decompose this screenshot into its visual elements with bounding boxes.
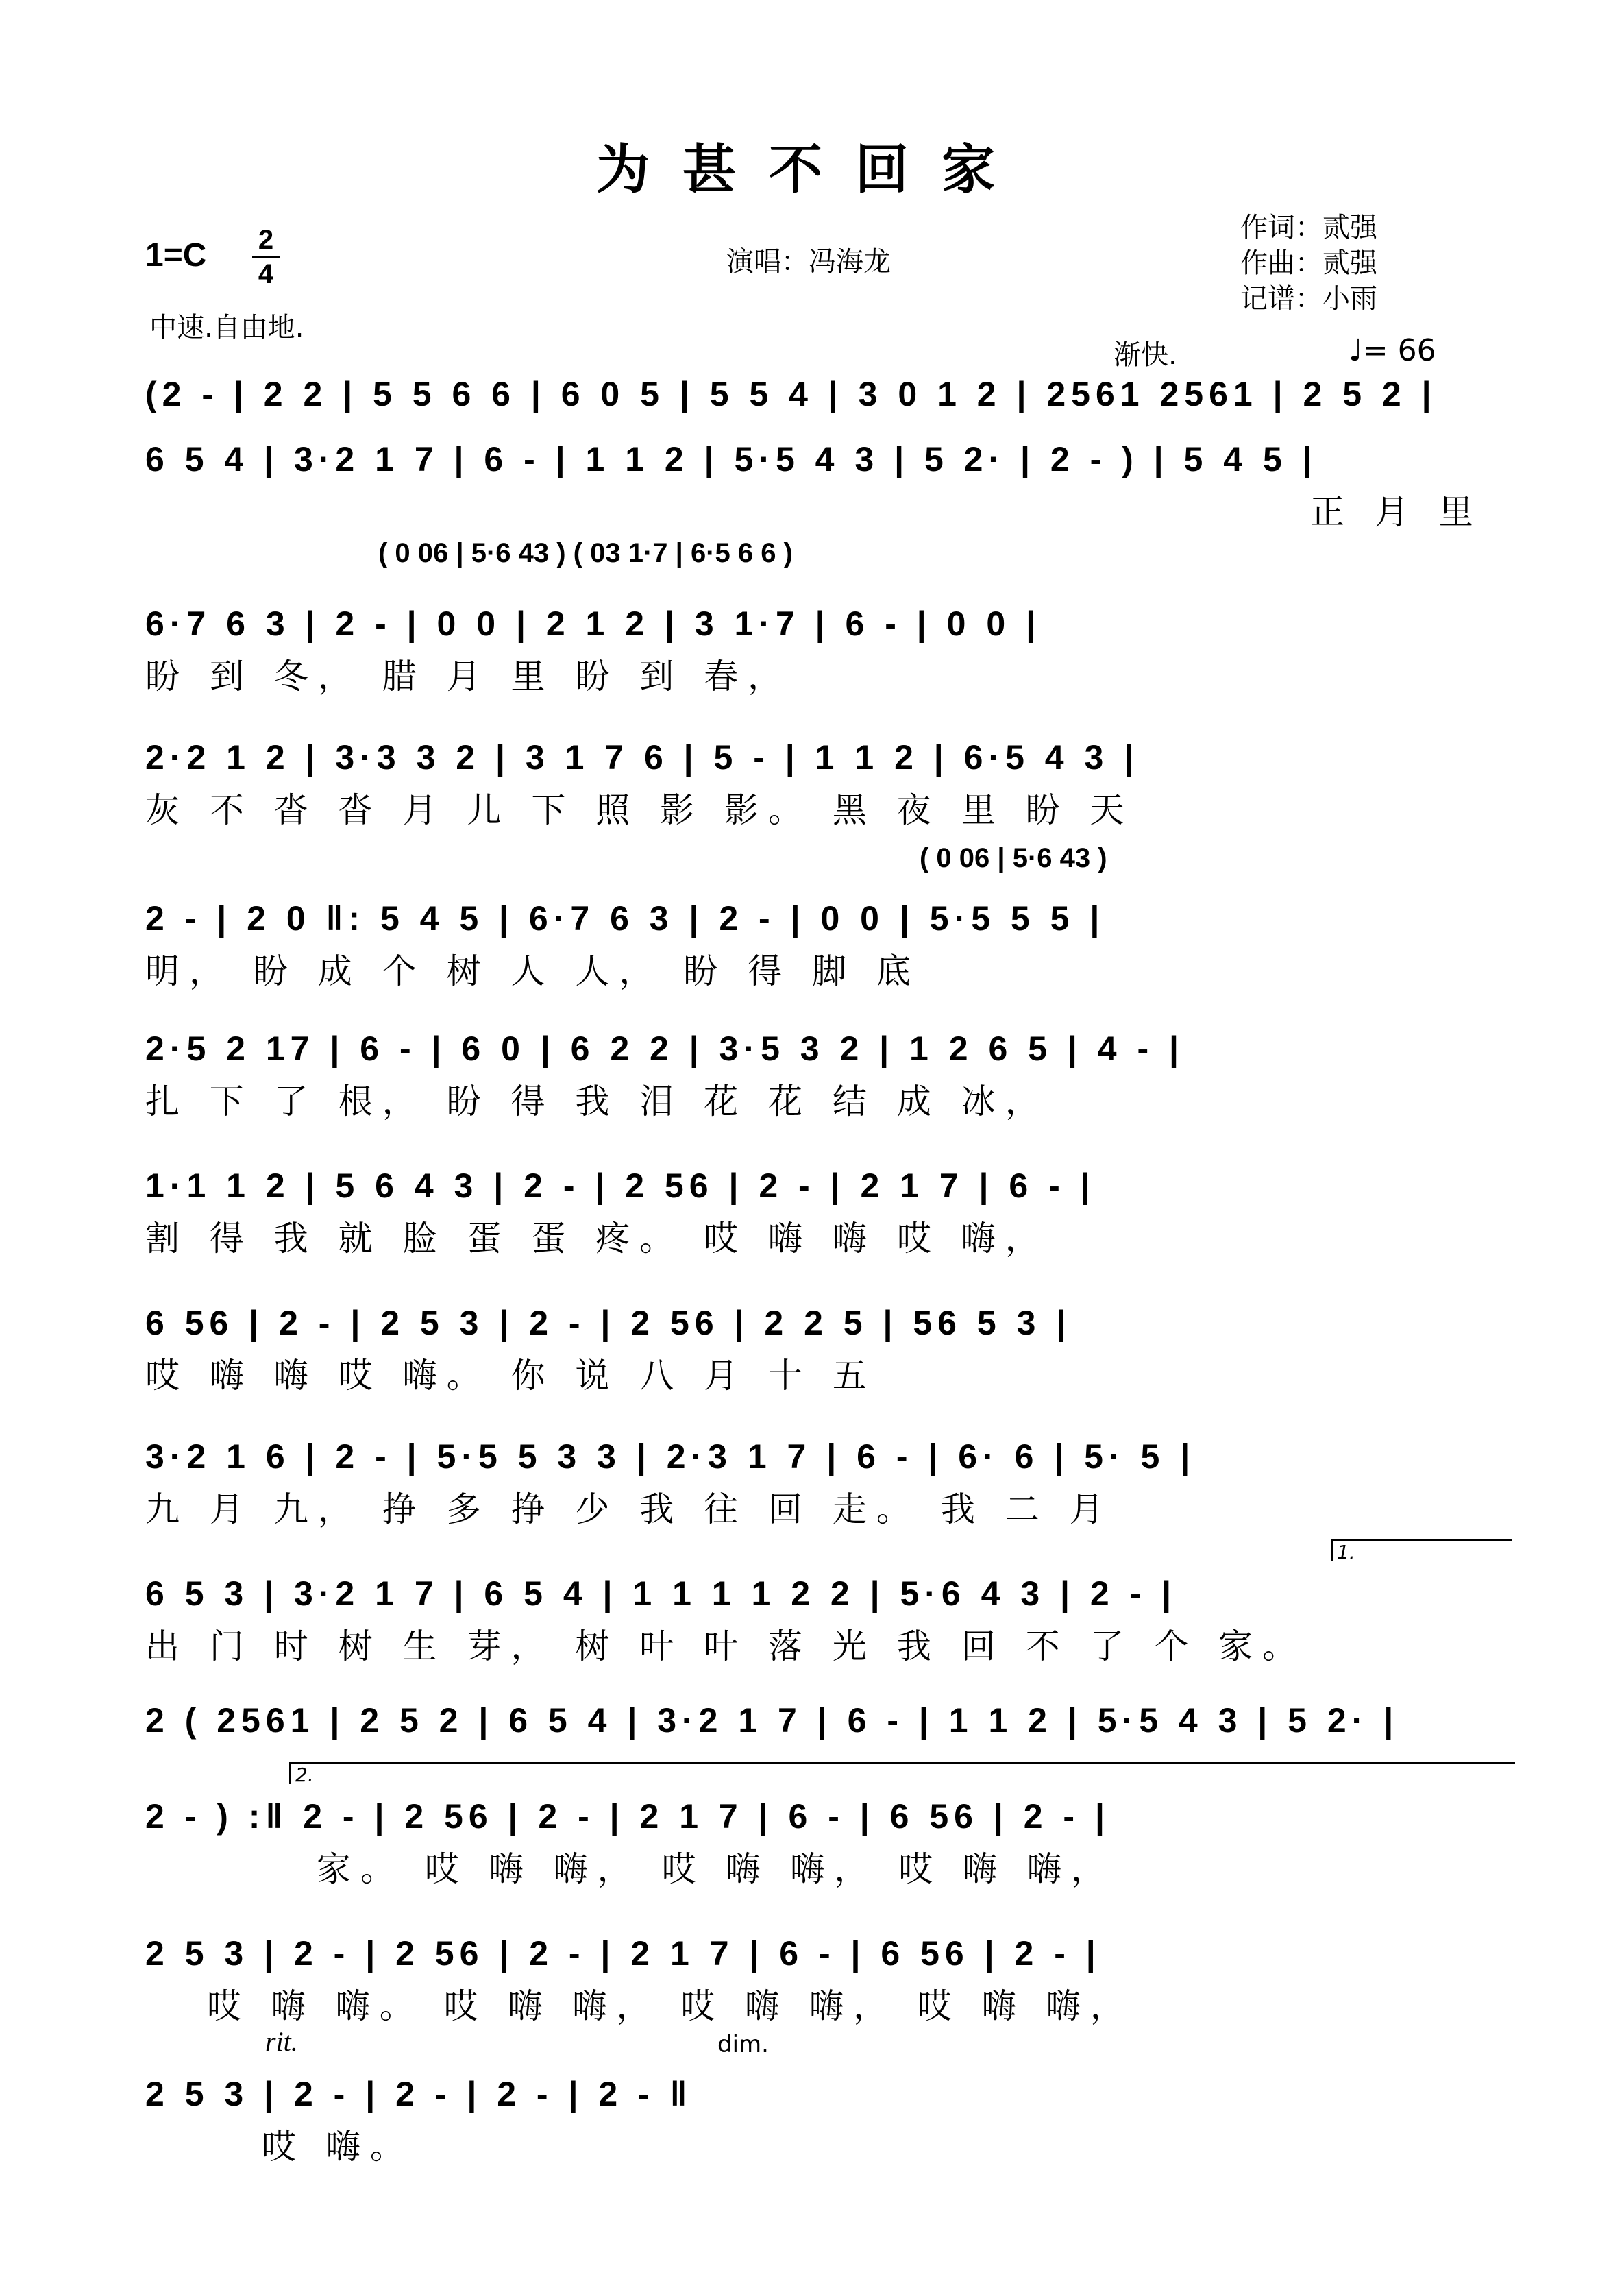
notes: 2·5 2 17 | 6 - | 6 0 | 6 2 2 | 3·5 3 2 | 1 2 6 5 | 4 - | (145, 1029, 1184, 1068)
transcriber-credit: 记谱：小雨 (1240, 283, 1377, 315)
notes: 2 5 3 | 2 - | 2 56 | 2 - | 2 1 7 | 6 - | 6 56 | 2 - | (145, 1934, 1101, 1973)
score-line-2 (145, 432, 1509, 541)
notes: 2·2 1 2 | 3·3 3 2 | 3 1 7 6 | 5 - | 1 1 2 | 6·5 4 3 | (145, 738, 1140, 777)
notes: 2 5 3 | 2 - | 2 - | 2 - | 2 - ‖ (145, 2075, 693, 2113)
score-line-9 (145, 1429, 1509, 1539)
lyrics: 九 月 九， 挣 多 挣 少 我 往 回 走。 我 二 月 (145, 1489, 1114, 1529)
score-line-4 (145, 730, 1509, 840)
notes: 1·1 1 2 | 5 6 4 3 | 2 - | 2 56 | 2 - | 2 1 7 | 6 - | (145, 1167, 1096, 1205)
singer-credit: 演唱：冯海龙 (726, 246, 891, 278)
score-line-12 (145, 1764, 1509, 1899)
score-line-3 (145, 538, 1509, 706)
interlude-notes: ( 0 06 | 5·6 43 ) ( 03 1·7 | 6·5 6 6 ) (378, 538, 793, 568)
lyrics: 明， 盼 成 个 树 人 人， 盼 得 脚 底 (145, 951, 920, 991)
notes: 6 5 4 | 3·2 1 7 | 6 - | 1 1 2 | 5·5 4 3 | 5 2· | 2 - ) | 5 4 5 | (145, 440, 1318, 478)
bpm-marking: ♩= 66 (1349, 333, 1436, 368)
tempo-marking: 中速.自由地. (149, 312, 304, 343)
meter-line (252, 256, 280, 258)
meter-bottom: 4 (258, 259, 274, 289)
score-line-10 (145, 1541, 1509, 1676)
lyrics: 灰 不 沓 沓 月 儿 下 照 影 影。 黑 夜 里 盼 天 (145, 790, 1134, 830)
volta-2: 2. (289, 1762, 1515, 1784)
notes: 6 5 3 | 3·2 1 7 | 6 5 4 | 1 1 1 1 2 2 | 5·6 4 3 | 2 - | (145, 1574, 1177, 1613)
lyrics: 家。 哎 嗨 嗨， 哎 嗨 嗨， 哎 嗨 嗨， (317, 1849, 1116, 1889)
notes: 2 - | 2 0 ‖: 5 4 5 | 6·7 6 3 | 2 - | 0 0 | 5·5 5 5 | (145, 899, 1105, 938)
score-line-8 (145, 1295, 1509, 1405)
score-line-13 (145, 1926, 1509, 2036)
interlude-notes: ( 0 06 | 5·6 43 ) (920, 843, 1107, 873)
notes: 3·2 1 6 | 2 - | 5·5 5 3 3 | 2·3 1 7 | 6 - | 6· 6 | 5· 5 | (145, 1437, 1196, 1476)
dim-marking: dim. (717, 2031, 769, 2058)
lyrics: 哎 嗨 嗨 哎 嗨。 你 说 八 月 十 五 (145, 1356, 876, 1396)
lyrics: 盼 到 冬， 腊 月 里 盼 到 春， (145, 657, 792, 696)
score-line-7 (145, 1158, 1509, 1268)
volta-1: 1. (1331, 1539, 1512, 1561)
lyrics: 扎 下 了 根， 盼 得 我 泪 花 花 结 成 冰， (145, 1082, 1049, 1121)
score-line-11 (145, 1693, 1509, 1803)
time-signature (252, 226, 280, 288)
song-title: 为甚不回家 (595, 138, 1028, 201)
lyrics: 割 得 我 就 脸 蛋 蛋 疼。 哎 嗨 嗨 哎 嗨， (145, 1219, 1049, 1258)
notes: 6 56 | 2 - | 2 5 3 | 2 - | 2 56 | 2 2 5 | 56 5 3 | (145, 1304, 1072, 1342)
notes: 6·7 6 3 | 2 - | 0 0 | 2 1 2 | 3 1·7 | 6 - | 0 0 | (145, 605, 1042, 643)
score-line-5 (145, 843, 1509, 1001)
notes: 2 - ) :‖ 2 - | 2 56 | 2 - | 2 1 7 | 6 - | 6 56 | 2 - | (145, 1797, 1110, 1836)
lyrics: 哎 嗨 嗨。 哎 嗨 嗨， 哎 嗨 嗨， 哎 嗨 嗨， (207, 1986, 1134, 2026)
lyricist-credit: 作词：贰强 (1240, 212, 1377, 243)
notes: 2 ( 2561 | 2 5 2 | 6 5 4 | 3·2 1 7 | 6 - | 1 1 2 | 5·5 4 3 | 5 2· | (145, 1701, 1399, 1740)
composer-credit: 作曲：贰强 (1240, 247, 1377, 279)
notes: (2 - | 2 2 | 5 5 6 6 | 6 0 5 | 5 5 4 | 3 0 1 2 | 2561 2561 | 2 5 2 | (145, 375, 1437, 413)
score-line-6 (145, 1021, 1509, 1131)
key-signature: 1=C (145, 237, 207, 273)
rit-marking: rit. (265, 2026, 298, 2057)
lyrics: 正 月 里 (1310, 492, 1483, 532)
meter-top: 2 (258, 225, 274, 255)
lyrics: 出 门 时 树 生 芽， 树 叶 叶 落 光 我 回 不 了 个 家。 (145, 1626, 1307, 1666)
accel-marking: 渐快. (1114, 339, 1177, 371)
score-line-14 (145, 2026, 1509, 2176)
lyrics: 哎 嗨。 (262, 2127, 414, 2167)
